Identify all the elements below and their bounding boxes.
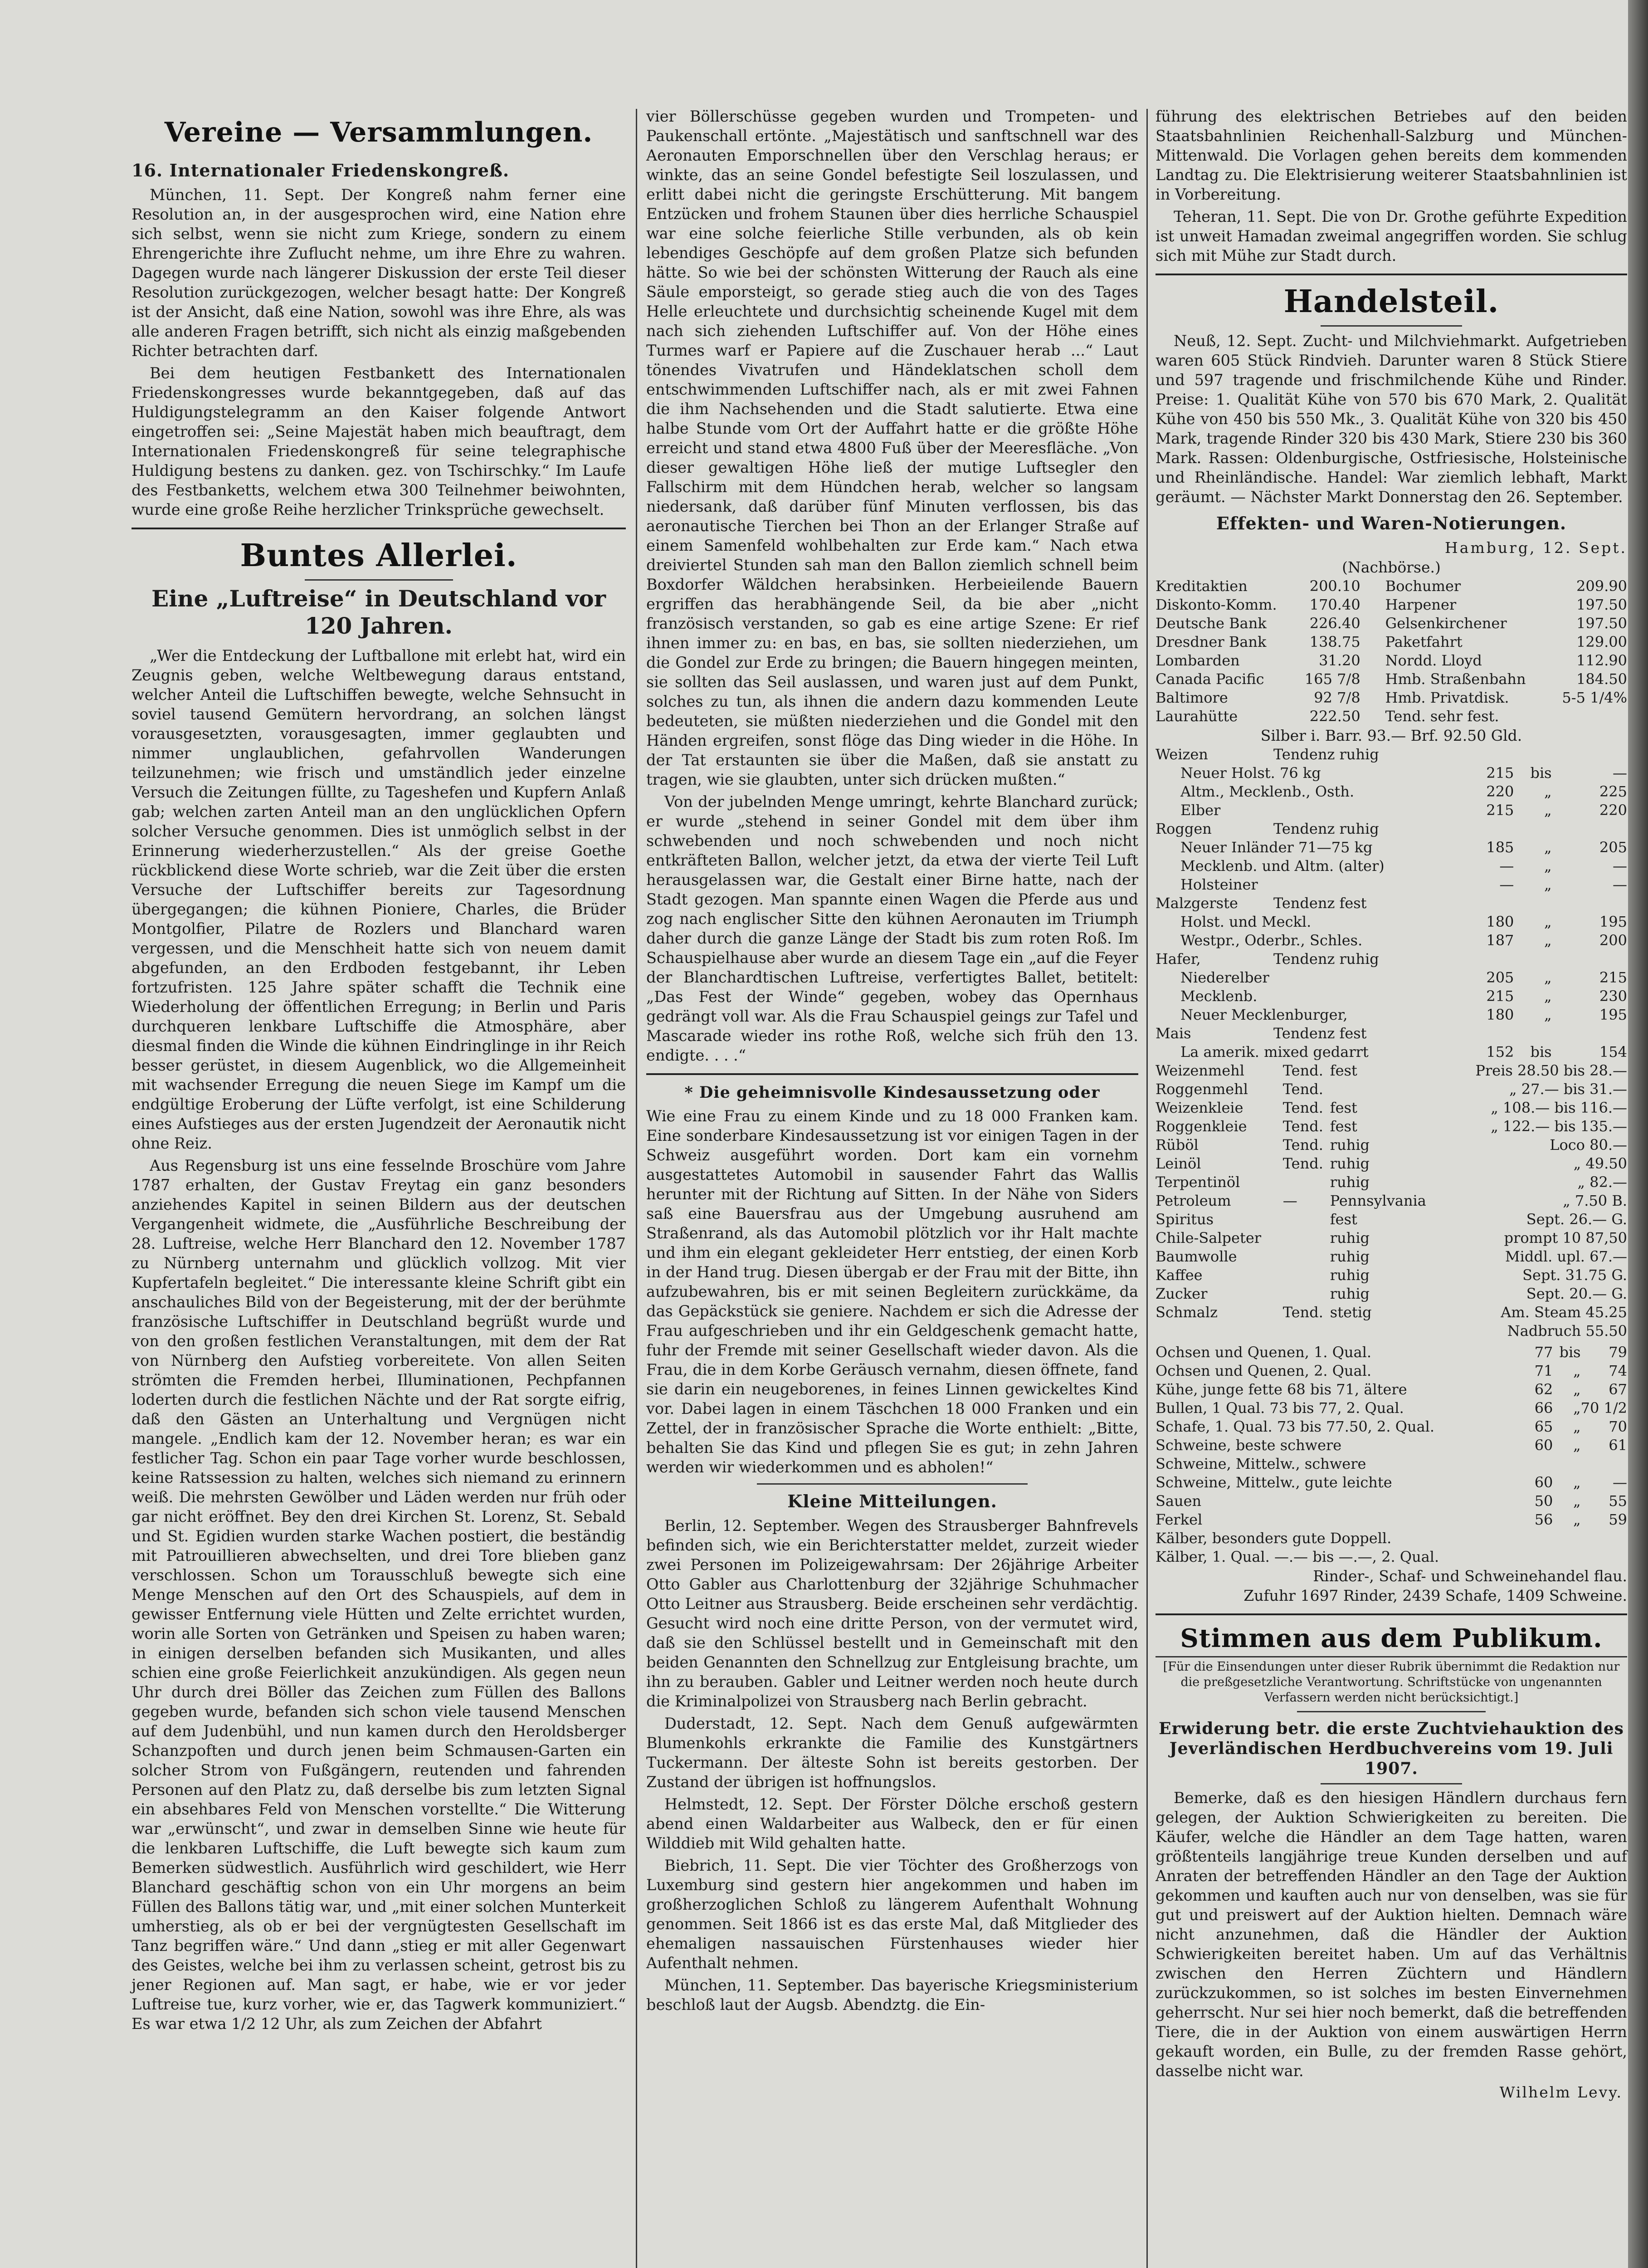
table-cell	[1283, 1285, 1330, 1303]
table-cell: —	[1499, 876, 1514, 893]
table-cell: „	[1573, 1474, 1581, 1491]
table-cell: Nadbruch 55.50	[1507, 1322, 1627, 1339]
price-row	[1156, 1154, 1627, 1173]
table-cell: Hmb. Privatdisk.	[1385, 689, 1509, 706]
paragraph: führung des elektrischen Betriebes auf den beiden Staatsbahnlinien Reichenhall-Salzburg und München-Mittenwald. Die Vorlagen gehen bereits dem kommenden Landtag zu. Die Elektrisierung weiterer Staatsbahnlinien ist in Vorbereitung.	[1156, 108, 1627, 203]
table-cell: ruhig	[1330, 1285, 1370, 1302]
signature: Wilhelm Levy.	[1499, 2083, 1623, 2101]
table-cell: „	[1544, 932, 1552, 949]
paragraph: Biebrich, 11. Sept. Die vier Töchter des Großherzogs von Luxemburg sind gestern hier angekommen und haben im großherzoglichen Schloß zu längerem Aufenthalt Wohnung genommen. Seit 1866 ist es das erste Mal, daß Mitglieder des ehemaligen nassauischen Fürstenhauses wieder hier Aufenthalt nehmen.	[646, 1857, 1138, 1972]
table-cell: „	[1544, 857, 1552, 875]
article-subheading-kleine-mitteilungen: Kleine Mitteilungen.	[787, 1491, 997, 1511]
table-cell: 112.90	[1576, 652, 1627, 669]
cattle-note: Zufuhr 1697 Rinder, 2439 Schafe, 1409 Schweine.	[1243, 1587, 1627, 1604]
table-cell: Weizen Tendenz ruhig	[1156, 746, 1379, 763]
table-cell: 65	[1534, 1418, 1553, 1435]
table-cell: Schweine, Mittelw., gute leichte	[1156, 1474, 1392, 1491]
section-heading-handelsteil: Handelsteil.	[1283, 284, 1499, 320]
table-cell: fest	[1330, 1211, 1357, 1228]
table-cell: 60	[1534, 1474, 1553, 1491]
table-cell: Weizenkleie	[1156, 1099, 1243, 1116]
paragraph: Bemerke, daß es den hiesigen Händlern durchaus fern gelegen, der Auktion Schwierigkeiten zu bereiten. Die Käufer, welche die Händler an dem Tage hatten, waren größtenteils langjährige treue Kunden derselben und auf Anraten der betreffenden Händler an den Tage der Auktion gekommen und kauften auch nur von denselben, was sie für gut und preiswert auf der Auktion hielten. Demnach wäre nicht anzunehmen, daß die Händler der Auktion Schwierigkeiten bereitet haben. Um auf das Verhältnis zwischen den Herren Züchtern und Händlern zurückzukommen, so ist solches im besten Einvernehmen geherrscht. Nur sei hier noch bemerkt, daß die betreffenden Tiere, die in der Auktion von einem auswärtigen Herrn gekauft worden, ein Bulle, zu der fremden Rasse gehört, dasselbe nicht war.	[1156, 1789, 1627, 2080]
table-cell	[1283, 1229, 1330, 1247]
table-cell	[1283, 1247, 1330, 1266]
table-cell: Mecklenb.	[1180, 987, 1258, 1005]
price-row	[1156, 1303, 1627, 1322]
column-3	[1156, 107, 1627, 2101]
table-cell: Neuer Holst. 76 kg	[1180, 764, 1321, 782]
table-cell: „	[1573, 1418, 1581, 1435]
table-cell: 70 1/2	[1580, 1399, 1627, 1417]
table-cell: Bochumer	[1385, 577, 1461, 595]
price-row	[1156, 1192, 1627, 1210]
table-cell: Kälber, besonders gute Doppell.	[1156, 1530, 1392, 1547]
price-row	[1156, 1210, 1627, 1229]
price-row	[1156, 1099, 1627, 1117]
table-cell: Roggen Tendenz ruhig	[1156, 820, 1379, 837]
paragraph: München, 11. September. Das bayerische Kriegsministerium beschloß laut der Augsb. Abendztg. die Ein-	[646, 1976, 1138, 2014]
table-cell: ruhig	[1330, 1229, 1370, 1246]
grain-row	[1156, 1043, 1627, 1061]
stock-row	[1156, 707, 1627, 726]
paragraph: Bei dem heutigen Festbankett des Internationalen Friedenskongresses wurde bekanntgegeben, daß auf das Huldigungstelegramm an den Kaiser folgende Antwort eingetroffen sei: „Seine Majestät haben mich beauftragt, dem Internationalen Friedenskongreß für seine telegraphische Huldigung bestens zu danken. gez. von Tschirschky.“ Im Laufe des Festbanketts, welchem etwa 300 Teilnehmer beiwohnten, wurde eine große Reihe herzlicher Trinksprüche gewechselt.	[132, 364, 626, 518]
price-row	[1156, 1229, 1627, 1247]
table-cell	[1552, 707, 1627, 726]
grain-header-row	[1156, 894, 1627, 913]
table-cell: bis	[1530, 1043, 1552, 1061]
table-cell: Sept. 20.— G.	[1526, 1285, 1627, 1302]
table-cell: —	[1613, 1474, 1627, 1491]
table-cell: Mecklenb. und Altm. (alter)	[1180, 857, 1385, 875]
table-cell: Dresdner Bank	[1156, 633, 1267, 650]
divider	[305, 579, 453, 581]
article-subheading-kindesaussetzung: * Die geheimnisvolle Kindesaussetzung oder	[684, 1083, 1100, 1102]
table-cell: 60	[1534, 1437, 1553, 1454]
table-cell: „	[1573, 1362, 1581, 1379]
column-rule-1	[636, 109, 637, 2268]
table-cell: fest	[1330, 1099, 1357, 1116]
table-cell: Deutsche Bank	[1156, 615, 1267, 632]
grain-header-row	[1156, 820, 1627, 838]
divider	[646, 1073, 1138, 1075]
table-cell: Ferkel	[1156, 1511, 1203, 1528]
table-cell: —	[1499, 857, 1514, 875]
table-cell: Westpr., Oderbr., Schles.	[1180, 932, 1363, 949]
grain-header-row	[1156, 1024, 1627, 1043]
table-cell: 187	[1486, 932, 1514, 949]
cattle-row	[1156, 1343, 1627, 1362]
paragraph: Teheran, 11. Sept. Die von Dr. Grothe geführte Expedition ist unweit Hamadan zweimal angegriffen worden. Sie schlug sich mit Mühe zur Stadt durch.	[1156, 208, 1627, 264]
column-rule-2	[1146, 109, 1148, 2268]
price-row	[1156, 1136, 1627, 1154]
table-cell: 205	[1486, 969, 1514, 986]
table-cell: Hafer, Tendenz ruhig	[1156, 950, 1379, 968]
table-cell: Tend.	[1282, 1304, 1323, 1321]
table-cell: „	[1573, 1511, 1581, 1528]
table-cell: 165 7/8	[1304, 670, 1360, 688]
table-cell: Loco 80.—	[1550, 1136, 1627, 1154]
article-headline-luftreise: Eine „Luftreise“ in Deutschland vor 120 Jahren.	[151, 585, 606, 639]
price-row	[1156, 1247, 1627, 1266]
table-cell: 92 7/8	[1314, 689, 1360, 706]
section-heading-vereine: Vereine — Versammlungen.	[164, 117, 593, 148]
table-cell: ruhig	[1330, 1155, 1370, 1172]
price-row	[1156, 1173, 1627, 1192]
table-cell: „	[1544, 783, 1552, 800]
table-cell: 56	[1534, 1511, 1553, 1528]
table-cell: „	[1544, 876, 1552, 893]
paragraph: Neuß, 12. Sept. Zucht- und Milchviehmarkt. Aufgetrieben waren 605 Stück Rindvieh. Darunter waren 8 Stück Stiere und 597 tragende und frischmilchende Kühe und Rinder. Preise: 1. Qualität Kühe von 570 bis 670 Mark, 2. Qualität Kühe von 450 bis 550 Mk., 3. Qualität Kühe von 320 bis 450 Mark, tragende Rinder 320 bis 430 Mark, Stiere 230 bis 360 Mark. Rassen: Oldenburgische, Ostfriesische, Holsteinische und Rheinländische. Handel: War ziemlich lebhaft, Markt geräumt. — Nächster Markt Donnerstag den 26. September.	[1156, 332, 1627, 506]
table-cell: Sept. 26.— G.	[1526, 1211, 1627, 1228]
paragraph: Duderstadt, 12. Sept. Nach dem Genuß aufgewärmten Blumenkohls erkrankte die Familie des Kunstgärtners Tuckermann. Der älteste Sohn ist bereits gestorben. Der Zustand der übrigen ist hoffnungslos.	[646, 1715, 1138, 1791]
table-cell: 55	[1609, 1492, 1627, 1510]
table-cell: Tend.	[1282, 1062, 1323, 1079]
table-cell: 180	[1486, 913, 1514, 930]
divider	[1156, 274, 1627, 275]
price-row	[1156, 1061, 1627, 1080]
price-row	[1156, 1080, 1627, 1099]
table-cell: Harpener	[1385, 596, 1457, 613]
table-cell: „	[1544, 1006, 1552, 1023]
table-cell: 215	[1486, 764, 1514, 782]
table-cell: 62	[1534, 1381, 1553, 1398]
cattle-row	[1156, 1455, 1627, 1473]
table-cell: Schmalz	[1156, 1304, 1218, 1321]
cattle-row	[1156, 1380, 1627, 1399]
table-cell: 209.90	[1576, 577, 1627, 595]
table-cell: „ 7.50 B.	[1563, 1192, 1627, 1209]
table-cell: Roggenmehl	[1156, 1080, 1248, 1098]
table-cell: Zucker	[1156, 1285, 1208, 1302]
stock-row	[1156, 596, 1627, 614]
table-cell: 185	[1486, 839, 1514, 856]
table-cell: 197.50	[1576, 615, 1627, 632]
table-cell: Terpentinöl	[1156, 1173, 1240, 1191]
table-cell: 154	[1599, 1043, 1627, 1061]
table-cell: 197.50	[1576, 596, 1627, 613]
table-cell	[1553, 1529, 1580, 1548]
table-cell: Tend. sehr fest.	[1385, 708, 1499, 725]
table-cell: Tend.	[1282, 1155, 1323, 1172]
table-cell: Sept. 31.75 G.	[1522, 1266, 1627, 1284]
table-cell: fest	[1330, 1118, 1357, 1135]
paragraph: Helmstedt, 12. Sept. Der Förster Dölche erschoß gestern abend einen Waldarbeiter aus Walbeck, den er für einen Wilddieb mit Wild gehalten hatte.	[646, 1795, 1138, 1852]
table-cell: Tend.	[1282, 1099, 1323, 1116]
table-cell: 230	[1599, 987, 1627, 1005]
grain-row	[1156, 987, 1627, 1006]
table-cell: 74	[1609, 1362, 1627, 1379]
cattle-row	[1156, 1436, 1627, 1455]
table-cell: „	[1544, 913, 1552, 930]
table-cell: 200.10	[1309, 577, 1360, 595]
stocks-table	[1156, 577, 1627, 726]
table-cell: Leinöl	[1156, 1155, 1201, 1172]
table-cell: „	[1573, 1399, 1581, 1417]
section-heading-buntes-allerlei: Buntes Allerlei.	[240, 538, 517, 574]
table-cell: prompt 10 87,50	[1504, 1229, 1627, 1246]
table-cell: Schweine, beste schwere	[1156, 1437, 1342, 1454]
paragraph: Aus Regensburg ist uns eine fesselnde Broschüre vom Jahre 1787 erhalten, der Gustav Freytag ein ganz besonders anziehendes Kapitel in seinen Bildern aus der deutschen Vergangenheit widmete, die „Ausführliche Beschreibung der 28. Luftreise, welche Herr Blanchard den 12. November 1787 zu Nürnberg unternahm und glücklich vollzog. Mit vier Kupfertafeln begleitet.“ Die interessante kleine Schrift gibt ein anschauliches Bild von der Begeisterung, mit der der berühmte französische Luftschiffer in Deutschland begrüßt wurde und von den großen festlichen Veranstaltungen, mit dem der Rat von Nürnberg den Aufstieg vorbereitete. Von allen Seiten strömten die Fremden herbei, Illuminationen, Pechpfannen loderten durch die festlichen Nächte und der Rat sorgte eifrig, daß den Gästen an Unterhaltung und Vergnügen nicht mangele. „Endlich kam der 12. November heran; es war ein festlicher Tag. Schon ein paar Tage vorher wurde beschlossen, keine Ratssession zu halten, welches sich niemand zu erinnern weiß. Die mehrsten Gewölber und Läden werden nur früh oder gar nicht eröffnet. Bey den drei Kirchen St. Lorenz, St. Sebald und St. Egidien wurden starke Wachen postiert, die beständig mit Patrouillieren abwechselten, und drei Tore blieben ganz verschlossen. Schon um Torausschluß bewegte sich eine Menge Menschen auf den Ort des Schauspiels, auf dem in gewisser Entfernung viele Hütten und Zelte errichtet wurden, worin alle Sorten von Getränken und Speisen zu haben waren; in einigen derselben befanden sich Musikanten, und alles schien eine große Feierlichkeit anzukündigen. Als gegen neun Uhr durch drei Böller das Zeichen zum Füllen des Ballons gegeben wurde, befanden sich schon viele tausend Menschen auf dem Judenbühl, und nun kamen durch den Heroldsberger Schanzpoften und durch jenen beim Schmausen-Garten ein solcher Strom von Fußgängern, reutenden und fahrenden Personen auf den Platz zu, daß derselbe bis zum letzten Signal ein absehbares Feld von Menschen vorstellte.“ Die Witterung war „erwünscht“, und zwar in demselben Sinne wie heute für die lenkbaren Luftschiffe, die Luft bewegte sich kaum zum Bemerken südwestlich. Ausführlich wird geschildert, wie Herr Blanchard geschäftig schon von ein Uhr morgens an beim Füllen des Ballons tätig war, und „mit einer solchen Munterkeit umherstieg, als ob er bei der vergnügtesten Gesellschaft im Tanz begriffen wäre.“ Und dann „stieg er mit aller Gegenwart des Geistes, welche bei ihm zu verlassen scheint, getrost bis zu jener Regionen auf. Man sagt, er habe, wie er vor jeder Luftreise tue, kurz vorher, wie er, das Tagwerk kommuniziert.“ Es war etwa 1/2 12 Uhr, als zum Zeichen der Abfahrt	[132, 1157, 626, 2033]
grain-row	[1156, 968, 1627, 987]
table-cell: 71	[1534, 1362, 1553, 1379]
cattle-note: Rinder-, Schaf- und Schweinehandel flau.	[1313, 1567, 1627, 1585]
table-cell: —	[1282, 1192, 1297, 1209]
grain-row	[1156, 857, 1627, 875]
table-cell: fest	[1330, 1062, 1357, 1079]
table-cell: bis	[1530, 764, 1552, 782]
table-cell: Baumwolle	[1156, 1248, 1237, 1265]
divider	[757, 1483, 1028, 1485]
table-cell: 5-5 1/4%	[1562, 689, 1627, 706]
table-cell: Malzgerste Tendenz fest	[1156, 894, 1367, 912]
table-cell: Niederelber	[1180, 969, 1269, 986]
stock-row	[1156, 651, 1627, 670]
grain-row	[1156, 838, 1627, 857]
table-cell: Roggenkleie	[1156, 1118, 1247, 1135]
grain-header-row	[1156, 745, 1627, 764]
table-cell: Preis 28.50 bis 28.—	[1475, 1062, 1627, 1079]
cattle-row	[1156, 1548, 1627, 1566]
price-row	[1156, 1285, 1627, 1303]
table-cell: 79	[1609, 1344, 1627, 1361]
table-cell: Weizenmehl	[1156, 1062, 1244, 1079]
divider	[1321, 1783, 1462, 1784]
table-cell: ruhig	[1330, 1248, 1370, 1265]
table-cell: Petroleum	[1156, 1192, 1231, 1209]
price-row	[1156, 1266, 1627, 1285]
cattle-row	[1156, 1473, 1627, 1492]
cattle-table	[1156, 1343, 1627, 1566]
table-cell: Mais Tendenz fest	[1156, 1025, 1367, 1042]
table-cell: Elber	[1180, 802, 1221, 819]
table-cell: 200	[1599, 932, 1627, 949]
commodity-prices-table	[1156, 1061, 1627, 1340]
column-1	[132, 107, 626, 2036]
table-cell	[1553, 1455, 1580, 1473]
table-cell: 61	[1609, 1437, 1627, 1454]
grain-row	[1156, 1006, 1627, 1024]
table-cell: „ 82.—	[1577, 1173, 1627, 1191]
paragraph: Wie eine Frau zu einem Kinde und zu 18 000 Franken kam. Eine sonderbare Kindesaussetzung ist vor einigen Tagen in der Schweiz ausgeführt worden. Dort kam ein vornehm ausgestattetes Automobil in sausender Fahrt das Wallis herunter mit der Richtung auf Sitten. In der Nähe von Siders saß eine Bauersfrau aus der Umgebung ausruhend am Straßenrand, als das Automobil plötzlich vor ihr Halt machte und ihm ein elegant gekleideter Herr entstieg, der einen Korb in der Hand trug. Diesen übergab er der Frau mit der Bitte, ihn aufzubewahren, bis er mit seinen Begleitern zurückkäme, da das Gepäckstück sie geniere. Nachdem er sich die Adresse der Frau aufgeschrieben und ihr ein Geldgeschenk gemacht hatte, fuhr der Fremde mit seiner Gesellschaft wieder davon. Als die Frau, die in dem Korbe Geräusch vernahm, diesen öffnete, fand sie darin ein neugeborenes, in feines Linnen gewickeltes Kind vor. Dabei lagen in einem Täschchen 18 000 Franken und ein Zettel, der in französischer Sprache die Worte enthielt: „Bitte, behalten Sie das Kind und pflegen Sie es gut; in zehn Jahren werden wir wiederkommen und es abholen!“	[646, 1107, 1138, 1476]
grain-table	[1156, 745, 1627, 1061]
table-cell: Schweine, Mittelw., schwere	[1156, 1455, 1366, 1472]
cattle-row	[1156, 1399, 1627, 1418]
divider	[1156, 1656, 1627, 1657]
table-cell: Kühe, junge fette 68 bis 71, ältere	[1156, 1381, 1407, 1398]
table-cell: Paketfahrt	[1385, 633, 1463, 650]
table-cell: „	[1573, 1492, 1581, 1510]
table-cell: 70	[1609, 1418, 1627, 1435]
table-cell: „	[1544, 802, 1552, 819]
table-cell: 184.50	[1576, 670, 1627, 688]
grain-header-row	[1156, 950, 1627, 968]
table-cell: Nordd. Lloyd	[1385, 652, 1482, 669]
table-cell: Ochsen und Quenen, 1. Qual.	[1156, 1344, 1372, 1361]
divider	[1156, 1613, 1627, 1615]
table-cell: „ 108.— bis 116.—	[1491, 1099, 1627, 1116]
table-cell: 77	[1534, 1344, 1553, 1361]
table-cell: 180	[1486, 1006, 1514, 1023]
table-cell	[1156, 1322, 1283, 1340]
table-cell: Tend.	[1282, 1080, 1323, 1098]
table-cell: Am. Steam 45.25	[1501, 1304, 1627, 1321]
grain-row	[1156, 931, 1627, 950]
table-cell	[1581, 1529, 1627, 1548]
table-cell: Kaffee	[1156, 1266, 1203, 1284]
table-cell: 152	[1486, 1043, 1514, 1061]
table-cell: „ 49.50	[1573, 1155, 1627, 1172]
table-cell: Hmb. Straßenbahn	[1385, 670, 1526, 688]
disclaimer: [Für die Einsendungen unter dieser Rubrik übernimmt die Redaktion nur die preßgesetzliche Verantwortung. Schriftstücke von ungenannten Verfassern werden nicht berücksichtigt.]	[1163, 1660, 1620, 1705]
table-cell: 31.20	[1319, 652, 1360, 669]
table-cell: 66	[1534, 1399, 1553, 1417]
column-2	[646, 107, 1138, 2017]
table-cell	[1283, 1173, 1330, 1192]
table-cell: „	[1544, 839, 1552, 856]
table-cell: 215	[1599, 969, 1627, 986]
page-edge-shadow	[1628, 0, 1648, 2268]
paragraph: Berlin, 12. September. Wegen des Strausberger Bahnfrevels befinden sich, wie ein Berichterstatter meldet, zurzeit wieder zwei Personen im Polizeigewahrsam: Der 26jährige Arbeiter Otto Gabler aus Charlottenburg der 32jährige Schuhmacher Otto Leitner aus Strausberg. Beide erscheinen sehr verdächtig. Gesucht wird noch eine dritte Person, von der vermutet wird, daß sie den Schlüssel bestellt und in Gemeinschaft mit den beiden Genannten den Schnellzug zur Entgleisung brachte, um ihn zu berauben. Gabler und Leitner werden noch heute durch die Kriminalpolizei von Strausberg nach Berlin gebracht.	[646, 1517, 1138, 1710]
table-cell: 205	[1599, 839, 1627, 856]
table-cell: Ochsen und Quenen, 2. Qual.	[1156, 1362, 1372, 1379]
paragraph: Von der jubelnden Menge umringt, kehrte Blanchard zurück; er wurde „stehend in seiner Gondel mit dem über ihm schwebenden und noch schwebenden und noch nicht entkräfteten Ballon, welcher jetzt, da etwa der vierte Teil Luft herausgelassen war, die Gestalt einer Birne hatte, nach der Stadt gezogen. Man spannte einen Wagen die Pferde aus und zog nach englischer Sitte den kühnen Aeronauten im Triumph daher durch die ganze Länge der Stadt bis zum roten Roß. Im Schauspielhause aber wurde an diesem Tage ein „auf die Feyer der Blanchardtischen Luftreise, verfertigtes Ballet, betitelt: „Das Fest der Winde“ gegeben, wobey das Opernhaus gedrängt voll war. Als die Frau Schauspiel geings zur Tafel und Mascarade wieder ins rothe Roß, welche sich früh den 13. endigte. . . .“	[646, 793, 1138, 1064]
table-cell	[1581, 1548, 1627, 1566]
table-cell: „	[1544, 969, 1552, 986]
price-row	[1156, 1117, 1627, 1136]
table-cell: 215	[1486, 802, 1514, 819]
paragraph: vier Böllerschüsse gegeben wurden und Trompeten- und Paukenschall ertönte. „Majestätisch und sanftschnell war des Aeronauten Emporschnellen über den Verschlag heraus; er winkte, das an seine Gondel befestigte Seil loszulassen, und erlitt dabei nicht die geringste Erschütterung. Mit bangem Entzücken und frohem Staunen über dies herrliche Schauspiel war eine solche feierliche Stille verbunden, als ob kein lebendiges Geschöpfe auf dem großen Platze sich befunden hätte. So wie bei der schönsten Witterung der Rauch als eine Säule emporsteigt, so gerade stieg auch die von des Tages Helle erleuchtete und durchsichtig scheinende Kugel mit dem nach sich ziehenden Luftschiffer auf. Von der Höhe eines Turmes warf er Papiere auf die Zuschauer herab ...“ Laut tönendes Vivatrufen und Händeklatschen scholl dem entschwimmenden Luftschiffer nach, als er mit zwei Fahnen die ihm Nachsehenden und die Stadt salutierte. Etwa eine halbe Stunde vom Ort der Auffahrt hatte er die größte Höhe erreicht und stand etwa 4800 Fuß über der Meeresfläche. „Von dieser gewaltigen Höhe ließ der mutige Luftsegler den Fallschirm mit dem Hündchen herab, welcher so langsam niedersank, daß darüber fünf Minuten verflossen, bis das aeronautische Tierchen bei Thon an der Erlanger Straße auf einem Samenfeld wohlbehalten zur Erde kam.“ Nach etwa dreiviertel Stunden sah man den Ballon ziemlich schnell beim Boxdorfer Wäldchen herabsinken. Herbeieilende Bauern ergriffen das herabhängende Seil, da bie aber „nicht französisch verstanden, so gab es eine artige Szene: Er rief ihnen immer zu: en bas, en bas, sie sollten niederziehen, um die Gondel zur Erde zu bringen; die Bauern hingegen meinten, sie sollten das Seil auslassen, und waren just auf dem Punkt, solches zu tun, als ihnen die andern dazu kommenden Leute bedeuteten, sie müßten niederziehen und die Gondel mit den Händen ergreifen, sonst flöge das Ding wieder in die Höhe. In der Tat erstaunten sie über die Maßen, daß sie anstatt zu tragen, wie sie glaubten, unter sich drücken mußten.“	[646, 108, 1138, 788]
table-cell	[1517, 1455, 1553, 1473]
table-cell	[1283, 1322, 1330, 1340]
table-cell: 195	[1599, 913, 1627, 930]
table-cell: Canada Pacific	[1156, 670, 1264, 688]
table-cell: Neuer Inländer 71—75 kg	[1180, 839, 1373, 856]
table-cell: Gelsenkirchener	[1385, 615, 1507, 632]
subheading-notierungen: Effekten- und Waren-Notierungen.	[1216, 513, 1567, 533]
table-cell: „	[1544, 987, 1552, 1005]
paragraph: München, 11. Sept. Der Kongreß nahm ferner eine Resolution an, in der ausgesprochen wird, eine Nation ehre sich selbst, wenn sie nicht zum Kriege, sondern zu einem Ehrengerichte ihre Zuflucht nehme, um ihre Ehre zu wahren. Dagegen wurde nach längerer Diskussion der erste Teil dieser Resolution zurückgezogen, welcher besagt hatte: Der Kongreß ist der Ansicht, daß eine Nation, sowohl was ihre Ehre, als was alle anderen Fragen betrifft, sich nicht als einzig maßgebenden Richter betrachten darf.	[132, 186, 626, 360]
stock-row	[1156, 633, 1627, 651]
table-cell: —	[1613, 876, 1627, 893]
cattle-row	[1156, 1529, 1627, 1548]
cattle-row	[1156, 1362, 1627, 1380]
table-cell: 220	[1486, 783, 1514, 800]
table-cell: Neuer Mecklenburger,	[1180, 1006, 1348, 1023]
table-cell: ruhig	[1330, 1136, 1370, 1154]
table-cell	[1283, 1266, 1330, 1285]
grain-row	[1156, 913, 1627, 931]
table-cell: 225	[1599, 783, 1627, 800]
table-cell: Spiritus	[1156, 1211, 1214, 1228]
stock-row	[1156, 614, 1627, 633]
table-cell: Pennsylvania	[1330, 1192, 1426, 1209]
cattle-row	[1156, 1492, 1627, 1510]
table-cell: 195	[1599, 1006, 1627, 1023]
table-cell: bis	[1559, 1344, 1581, 1361]
section-heading-stimmen: Stimmen aus dem Publikum.	[1180, 1623, 1603, 1653]
table-cell: 226.40	[1309, 615, 1360, 632]
table-cell: 50	[1534, 1492, 1553, 1510]
table-cell	[1330, 1080, 1434, 1099]
table-cell: Holst. und Meckl.	[1180, 913, 1312, 930]
stock-row	[1156, 689, 1627, 707]
table-cell: Bullen, 1 Qual. 73 bis 77, 2. Qual.	[1156, 1399, 1404, 1417]
table-cell: 220	[1599, 802, 1627, 819]
divider	[1321, 325, 1462, 327]
table-cell: —	[1613, 857, 1627, 875]
grain-row	[1156, 801, 1627, 820]
table-cell: „	[1573, 1437, 1581, 1454]
table-cell: „ 122.— bis 135.—	[1491, 1118, 1627, 1135]
article-headline-erwiderung: Erwiderung betr. die erste Zuchtviehauktion des Jeverländischen Herdbuchvereins vom 19. Juli 1907.	[1159, 1719, 1624, 1778]
cattle-row	[1156, 1510, 1627, 1529]
dateline-hamburg: Hamburg, 12. Sept.	[1445, 539, 1627, 557]
article-subheading-friedenskongress: 16. Internationaler Friedenskongreß.	[132, 160, 510, 181]
table-cell: Laurahütte	[1156, 708, 1238, 725]
paragraph: „Wer die Entdeckung der Luftballone mit erlebt hat, wird ein Zeugnis geben, welche Weltbewegung daraus entstand, welcher Anteil die Luftschiffen bewegte, welche Sehnsucht in soviel tausend Gemütern hervordrang, an solchen längst vorausgesetzten, vorausgesagten, immer geglaubten und nimmer unglaublichen, gefahrvollen Wanderungen teilzunehmen; wie frisch und umständlich jeder einzelne Versuch die Zeitungen füllte, zu Tageshefen und Kupfern Anlaß gab; welchen zarten Anteil man an den unglücklichen Opfern solcher Versuche genommen. Dies ist unmöglich selbst in der Erinnerung wiederherzustellen.“ Als der greise Goethe rückblickend diese Worte schrieb, war die Zeit über die ersten Versuche der Luftschiffer bereits zur Tagesordnung übergegangen; die kühnen Pioniere, Charles, die Brüder Montgolfier, Pilatre de Rozlers und Blanchard waren vergessen, und die Menschheit hatte sich von neuem damit abgefunden, an den Erdboden festgebannt, ihr Leben fortzufristen. 125 Jahre später schafft die Technik eine Wiederholung der öffentlichen Erregung; in Berlin und Paris durchqueren lenkbare Luftschiffe die Atmosphäre, aber diesmal finden die Winde die kühnen Eindringlinge in ihr Reich besser gerüstet, in diesem Augenblick, wo die Allgemeinheit mit wachsender Erregung die neuen Siege im Kampf um die endgültige Eroberung der Lüfte verfolgt, ist eine Schilderung eines Aufstieges aus der ersten Jugendzeit der Aeronautik nicht ohne Reiz.	[132, 647, 626, 1152]
table-cell	[1517, 1548, 1553, 1566]
table-cell: 222.50	[1309, 708, 1360, 725]
table-cell: Chile-Salpeter	[1156, 1229, 1262, 1246]
table-cell: 59	[1609, 1511, 1627, 1528]
table-cell: La amerik. mixed gedarrt	[1180, 1043, 1369, 1061]
table-cell: 170.40	[1309, 596, 1360, 613]
table-cell: Kreditaktien	[1156, 577, 1248, 595]
table-cell: Tend.	[1282, 1118, 1323, 1135]
silver-line: Silber i. Barr. 93.— Brf. 92.50 Gld.	[1260, 727, 1522, 744]
table-cell: 138.75	[1309, 633, 1360, 650]
divider	[132, 528, 626, 529]
cattle-row	[1156, 1418, 1627, 1436]
price-row	[1156, 1322, 1627, 1340]
table-cell	[1581, 1455, 1627, 1473]
table-cell: Kälber, 1. Qual. —.— bis —.—, 2. Qual.	[1156, 1548, 1439, 1565]
table-cell: 67	[1609, 1381, 1627, 1398]
table-cell: „ 27.— bis 31.—	[1509, 1080, 1627, 1098]
table-cell: stetig	[1330, 1304, 1372, 1321]
table-cell: ruhig	[1330, 1266, 1370, 1284]
table-cell: Holsteiner	[1180, 876, 1258, 893]
grain-row	[1156, 782, 1627, 801]
table-cell: —	[1613, 764, 1627, 782]
stock-row	[1156, 577, 1627, 596]
table-cell: Altm., Mecklenb., Osth.	[1180, 783, 1355, 800]
table-cell: Baltimore	[1156, 689, 1228, 706]
table-cell: 215	[1486, 987, 1514, 1005]
table-cell	[1517, 1529, 1553, 1548]
stock-row	[1156, 670, 1627, 689]
table-cell: Middl. upl. 67.—	[1505, 1248, 1627, 1265]
dateline-nachboerse: (Nachbörse.)	[1342, 558, 1441, 576]
table-cell: ruhig	[1330, 1173, 1370, 1191]
table-cell: Lombarden	[1156, 652, 1240, 669]
table-cell: Tend.	[1282, 1136, 1323, 1154]
table-cell	[1553, 1548, 1580, 1566]
table-cell: Diskonto-Komm.	[1156, 596, 1277, 613]
table-cell: 129.00	[1576, 633, 1627, 650]
divider	[1297, 1711, 1486, 1712]
table-cell: „	[1573, 1381, 1581, 1398]
table-cell: Sauen	[1156, 1492, 1202, 1510]
table-cell	[1330, 1322, 1434, 1340]
grain-row	[1156, 875, 1627, 894]
table-cell	[1283, 1210, 1330, 1229]
table-cell: Schafe, 1. Qual. 73 bis 77.50, 2. Qual.	[1156, 1418, 1435, 1435]
table-cell: Rüböl	[1156, 1136, 1199, 1154]
grain-row	[1156, 764, 1627, 782]
